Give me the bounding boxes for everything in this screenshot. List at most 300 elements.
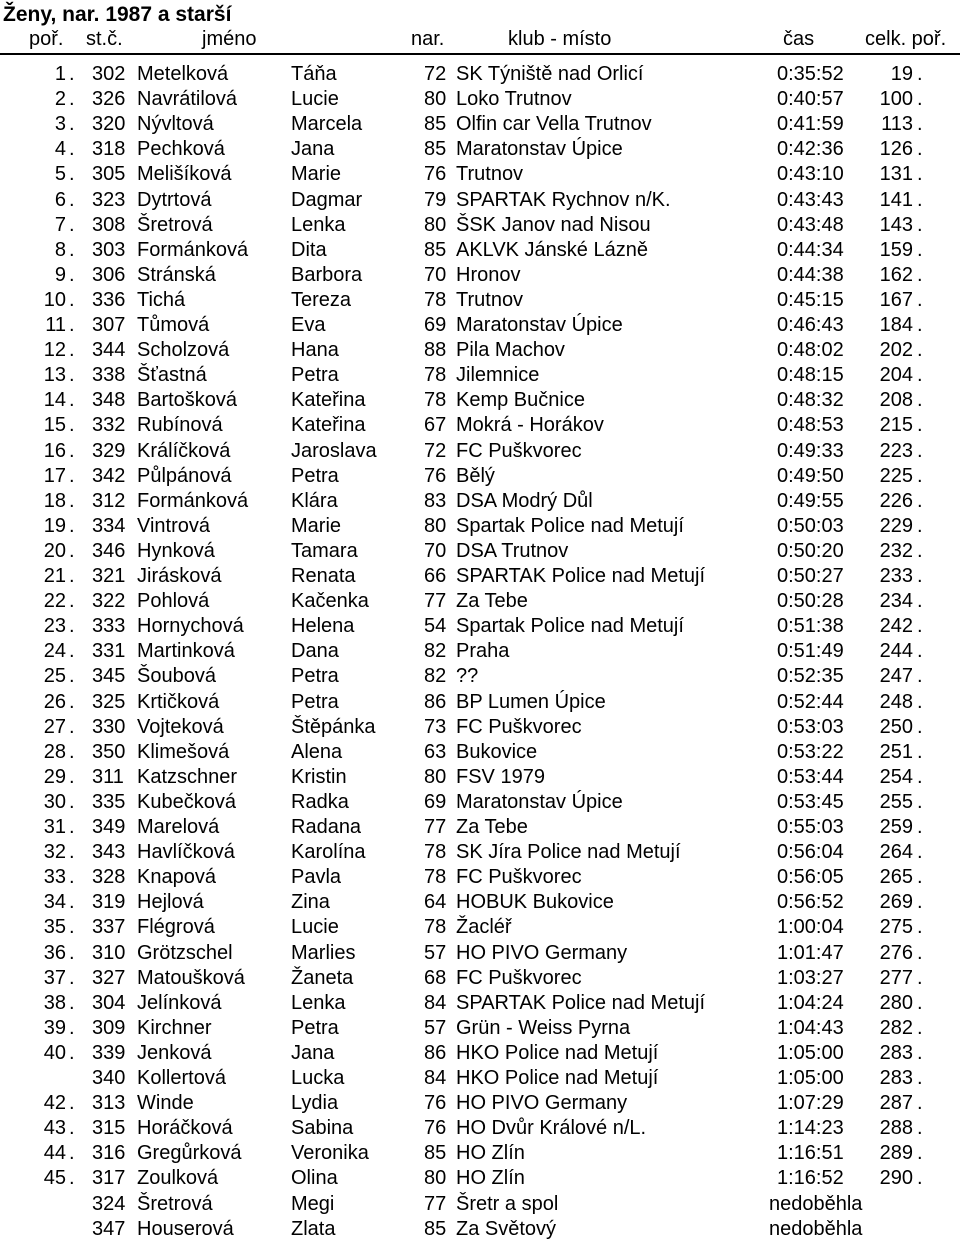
surname-cell: Vintrová <box>137 514 211 537</box>
club-cell: HKO Police nad Metují <box>456 1041 659 1064</box>
first-name-cell: Marcela <box>291 113 363 136</box>
overall-rank-dot: . <box>917 238 923 261</box>
club-cell: Jilemnice <box>456 364 540 387</box>
rank-cell: 14 <box>43 389 66 412</box>
time-cell: 0:53:44 <box>777 765 844 788</box>
start-number-cell: 348 <box>92 389 126 412</box>
rank-cell: 5 <box>54 163 66 186</box>
overall-rank-cell: 167 <box>879 288 913 311</box>
surname-cell: Gregůrková <box>137 1142 242 1165</box>
time-cell: 1:07:29 <box>777 1092 844 1115</box>
surname-cell: Dytrtová <box>137 188 212 211</box>
rank-dot: . <box>69 138 75 161</box>
club-cell: ?? <box>456 665 479 688</box>
start-number-cell: 308 <box>92 213 126 236</box>
birth-year-cell: 72 <box>424 63 447 85</box>
birth-year-cell: 84 <box>424 991 447 1014</box>
rank-dot: . <box>69 690 75 713</box>
table-row <box>0 137 960 162</box>
header-rank: poř. <box>29 28 64 50</box>
overall-rank-cell: 275 <box>879 916 913 939</box>
birth-year-cell: 80 <box>424 213 447 236</box>
surname-cell: Hornychová <box>137 615 244 638</box>
surname-cell: Kirchner <box>137 1016 212 1039</box>
rank-dot: . <box>69 213 75 236</box>
time-cell: 0:56:04 <box>777 841 844 864</box>
rank-cell: 31 <box>43 816 66 838</box>
birth-year-cell: 80 <box>424 765 447 788</box>
club-cell: Maratonstav Úpice <box>456 314 623 336</box>
rank-cell: 17 <box>43 464 66 487</box>
rank-dot: . <box>69 615 75 638</box>
start-number-cell: 305 <box>92 163 126 186</box>
first-name-cell: Lucie <box>291 916 339 939</box>
club-cell: HO PIVO Germany <box>456 1092 628 1115</box>
first-name-cell: Zina <box>291 891 330 914</box>
time-cell: 0:49:55 <box>777 489 844 512</box>
overall-rank-cell: 282 <box>879 1016 913 1039</box>
rank-dot: . <box>69 866 75 889</box>
rank-dot: . <box>69 188 75 211</box>
time-cell: 0:50:27 <box>777 565 844 587</box>
rank-dot: . <box>69 916 75 939</box>
overall-rank-dot: . <box>917 1142 923 1165</box>
overall-rank-cell: 126 <box>879 138 913 161</box>
overall-rank-dot: . <box>917 640 923 663</box>
overall-rank-dot: . <box>917 565 923 587</box>
first-name-cell: Tereza <box>291 288 352 311</box>
overall-rank-cell: 208 <box>879 389 913 412</box>
rank-cell: 13 <box>43 364 66 387</box>
first-name-cell: Marie <box>291 163 342 186</box>
table-row <box>0 388 960 413</box>
club-cell: AKLVK Jánské Lázně <box>456 238 648 261</box>
birth-year-cell: 78 <box>424 288 447 311</box>
surname-cell: Formánková <box>137 238 249 261</box>
overall-rank-dot: . <box>917 790 923 813</box>
club-cell: FC Puškvorec <box>456 439 582 462</box>
birth-year-cell: 77 <box>424 1192 447 1215</box>
time-cell: 1:03:27 <box>777 966 844 989</box>
overall-rank-dot: . <box>917 113 923 136</box>
table-row <box>0 363 960 388</box>
club-cell: SK Týniště nad Orlicí <box>456 63 644 85</box>
overall-rank-cell: 229 <box>879 514 913 537</box>
birth-year-cell: 57 <box>424 1016 447 1039</box>
table-row <box>0 1192 960 1217</box>
time-cell: 0:53:22 <box>777 740 844 763</box>
start-number-cell: 307 <box>92 314 126 336</box>
time-cell: 0:42:36 <box>777 138 844 161</box>
club-cell: Mokrá - Horákov <box>456 414 604 437</box>
surname-cell: Šoubová <box>137 665 216 688</box>
start-number-cell: 350 <box>92 740 126 763</box>
rank-cell: 15 <box>43 414 66 437</box>
birth-year-cell: 70 <box>424 539 447 562</box>
surname-cell: Vojteková <box>137 715 224 738</box>
table-row <box>0 1041 960 1066</box>
overall-rank-dot: . <box>917 916 923 939</box>
first-name-cell: Karolína <box>291 841 366 864</box>
time-cell: 0:51:38 <box>777 615 844 638</box>
birth-year-cell: 54 <box>424 615 447 638</box>
overall-rank-cell: 280 <box>879 991 913 1014</box>
overall-rank-cell: 233 <box>879 565 913 587</box>
overall-rank-dot: . <box>917 414 923 437</box>
birth-year-cell: 82 <box>424 665 447 688</box>
time-cell: 0:44:34 <box>777 238 844 261</box>
birth-year-cell: 80 <box>424 514 447 537</box>
birth-year-cell: 78 <box>424 866 447 889</box>
surname-cell: Hynková <box>137 539 215 562</box>
rank-dot: . <box>69 715 75 738</box>
status-note-cell: nedoběhla <box>769 1217 863 1240</box>
start-number-cell: 328 <box>92 866 126 889</box>
rank-dot: . <box>69 941 75 964</box>
header-name: jméno <box>202 28 257 50</box>
table-row <box>0 865 960 890</box>
overall-rank-dot: . <box>917 615 923 638</box>
surname-cell: Jelínková <box>137 991 222 1014</box>
time-cell: 0:53:03 <box>777 715 844 738</box>
start-number-cell: 337 <box>92 916 126 939</box>
overall-rank-dot: . <box>917 941 923 964</box>
header-time: čas <box>783 28 815 50</box>
time-cell: 1:04:24 <box>777 991 844 1014</box>
birth-year-cell: 85 <box>424 238 447 261</box>
table-row <box>0 238 960 263</box>
overall-rank-cell: 269 <box>879 891 913 914</box>
birth-year-cell: 78 <box>424 389 447 412</box>
overall-rank-cell: 223 <box>879 439 913 462</box>
surname-cell: Horáčková <box>137 1117 233 1140</box>
club-cell: SK Jíra Police nad Metují <box>456 841 681 864</box>
club-cell: Maratonstav Úpice <box>456 138 623 161</box>
surname-cell: Navrátilová <box>137 88 238 111</box>
rank-cell: 27 <box>43 715 66 738</box>
first-name-cell: Jaroslava <box>291 439 377 462</box>
overall-rank-dot: . <box>917 288 923 311</box>
overall-rank-dot: . <box>917 389 923 412</box>
first-name-cell: Tamara <box>291 539 358 562</box>
overall-rank-cell: 113 <box>881 113 913 136</box>
table-row <box>0 1016 960 1041</box>
surname-cell: Kubečková <box>137 790 236 813</box>
rank-dot: . <box>69 539 75 562</box>
rank-dot: . <box>69 414 75 437</box>
birth-year-cell: 79 <box>424 188 447 211</box>
overall-rank-dot: . <box>917 514 923 537</box>
table-row <box>0 539 960 564</box>
first-name-cell: Marie <box>291 514 342 537</box>
overall-rank-dot: . <box>917 138 923 161</box>
first-name-cell: Lenka <box>291 213 346 236</box>
table-row <box>0 664 960 689</box>
first-name-cell: Lucka <box>291 1067 345 1089</box>
rank-dot: . <box>69 966 75 989</box>
surname-cell: Katzschner <box>137 765 238 788</box>
time-cell: 1:16:52 <box>777 1167 844 1190</box>
first-name-cell: Petra <box>291 1016 339 1039</box>
surname-cell: Bartošková <box>137 389 238 412</box>
first-name-cell: Lydia <box>291 1092 339 1115</box>
time-cell: 0:50:03 <box>777 514 844 537</box>
rank-cell: 30 <box>43 790 66 813</box>
first-name-cell: Lenka <box>291 991 346 1014</box>
start-number-cell: 338 <box>92 364 126 387</box>
time-cell: 0:43:43 <box>777 188 844 211</box>
first-name-cell: Zlata <box>291 1217 336 1240</box>
table-row <box>0 112 960 137</box>
overall-rank-cell: 19 <box>890 63 913 85</box>
table-row <box>0 915 960 940</box>
first-name-cell: Radana <box>291 816 362 838</box>
first-name-cell: Megi <box>291 1192 335 1215</box>
overall-rank-dot: . <box>917 314 923 336</box>
start-number-cell: 316 <box>92 1142 126 1165</box>
overall-rank-cell: 131 <box>879 163 913 186</box>
birth-year-cell: 67 <box>424 414 447 437</box>
overall-rank-cell: 259 <box>879 816 913 838</box>
club-cell: Spartak Police nad Metují <box>456 615 684 638</box>
club-cell: SPARTAK Police nad Metují <box>456 991 706 1014</box>
rank-dot: . <box>69 891 75 914</box>
overall-rank-cell: 247 <box>879 665 913 688</box>
first-name-cell: Sabina <box>291 1117 354 1140</box>
surname-cell: Jirásková <box>137 565 222 587</box>
rank-dot: . <box>69 590 75 613</box>
start-number-cell: 345 <box>92 665 126 688</box>
time-cell: 0:52:44 <box>777 690 844 713</box>
surname-cell: Matoušková <box>137 966 245 989</box>
overall-rank-cell: 264 <box>879 841 913 864</box>
overall-rank-dot: . <box>917 1067 923 1089</box>
birth-year-cell: 76 <box>424 163 447 186</box>
rank-dot: . <box>69 314 75 336</box>
overall-rank-dot: . <box>917 539 923 562</box>
club-cell: HKO Police nad Metují <box>456 1067 659 1089</box>
club-cell: FSV 1979 <box>456 765 545 788</box>
table-row <box>0 62 960 87</box>
birth-year-cell: 70 <box>424 263 447 286</box>
club-cell: Loko Trutnov <box>456 88 572 111</box>
time-cell: 0:48:32 <box>777 389 844 412</box>
birth-year-cell: 86 <box>424 1041 447 1064</box>
table-row <box>0 263 960 288</box>
overall-rank-dot: . <box>917 590 923 613</box>
rank-dot: . <box>69 238 75 261</box>
start-number-cell: 318 <box>92 138 126 161</box>
start-number-cell: 324 <box>92 1192 126 1215</box>
birth-year-cell: 85 <box>424 1142 447 1165</box>
start-number-cell: 310 <box>92 941 126 964</box>
rank-cell: 44 <box>43 1142 66 1165</box>
start-number-cell: 317 <box>92 1167 126 1190</box>
overall-rank-cell: 288 <box>879 1117 913 1140</box>
overall-rank-dot: . <box>917 88 923 111</box>
rank-cell: 21 <box>43 565 66 587</box>
rank-dot: . <box>69 88 75 111</box>
surname-cell: Nývltová <box>137 113 214 136</box>
start-number-cell: 327 <box>92 966 126 989</box>
rank-dot: . <box>69 765 75 788</box>
table-row <box>0 740 960 765</box>
surname-cell: Houserová <box>137 1217 234 1240</box>
start-number-cell: 336 <box>92 288 126 311</box>
time-cell: 0:40:57 <box>777 88 844 111</box>
birth-year-cell: 69 <box>424 314 447 336</box>
overall-rank-cell: 159 <box>879 238 913 261</box>
club-cell: Praha <box>456 640 510 663</box>
table-row <box>0 338 960 363</box>
table-row <box>0 614 960 639</box>
birth-year-cell: 64 <box>424 891 447 914</box>
overall-rank-cell: 143 <box>879 213 913 236</box>
first-name-cell: Marlies <box>291 941 356 964</box>
overall-rank-cell: 251 <box>879 740 913 763</box>
club-cell: Za Tebe <box>456 816 528 838</box>
time-cell: 0:49:50 <box>777 464 844 487</box>
club-cell: Trutnov <box>456 288 524 311</box>
start-number-cell: 344 <box>92 339 126 362</box>
club-cell: HO Dvůr Králové n/L. <box>456 1117 647 1140</box>
start-number-cell: 304 <box>92 991 126 1014</box>
surname-cell: Tůmová <box>137 314 210 336</box>
rank-dot: . <box>69 1092 75 1115</box>
surname-cell: Tichá <box>137 288 186 311</box>
time-cell: 0:48:53 <box>777 414 844 437</box>
rank-dot: . <box>69 1041 75 1064</box>
first-name-cell: Kateřina <box>291 389 366 412</box>
birth-year-cell: 73 <box>424 715 447 738</box>
club-cell: Trutnov <box>456 163 524 186</box>
overall-rank-dot: . <box>917 213 923 236</box>
rank-cell: 37 <box>43 966 66 989</box>
club-cell: Hronov <box>456 263 521 286</box>
birth-year-cell: 76 <box>424 464 447 487</box>
table-row <box>0 1066 960 1091</box>
first-name-cell: Dita <box>291 238 327 261</box>
overall-rank-cell: 276 <box>879 941 913 964</box>
rank-dot: . <box>69 63 75 85</box>
overall-rank-cell: 289 <box>879 1142 913 1165</box>
rank-cell: 20 <box>43 539 66 562</box>
club-cell: SPARTAK Police nad Metují <box>456 565 706 587</box>
time-cell: 0:44:38 <box>777 263 844 286</box>
rank-cell: 42 <box>43 1092 66 1115</box>
first-name-cell: Žaneta <box>291 966 354 989</box>
time-cell: 1:01:47 <box>777 941 844 964</box>
header-birth-year: nar. <box>411 28 445 50</box>
overall-rank-cell: 248 <box>879 690 913 713</box>
table-row <box>0 1116 960 1141</box>
birth-year-cell: 78 <box>424 841 447 864</box>
first-name-cell: Barbora <box>291 263 363 286</box>
first-name-cell: Alena <box>291 740 343 763</box>
rank-dot: . <box>69 816 75 838</box>
surname-cell: Pohlová <box>137 590 210 613</box>
overall-rank-dot: . <box>917 464 923 487</box>
birth-year-cell: 83 <box>424 489 447 512</box>
header-divider <box>0 53 960 55</box>
first-name-cell: Helena <box>291 615 355 638</box>
start-number-cell: 302 <box>92 63 126 85</box>
status-note-cell: nedoběhla <box>769 1192 863 1215</box>
rank-dot: . <box>69 288 75 311</box>
table-row <box>0 1091 960 1116</box>
start-number-cell: 323 <box>92 188 126 211</box>
rank-dot: . <box>69 514 75 537</box>
overall-rank-cell: 184 <box>879 314 913 336</box>
time-cell: 0:43:10 <box>777 163 844 186</box>
time-cell: 1:05:00 <box>777 1041 844 1064</box>
surname-cell: Šretrová <box>137 1192 213 1215</box>
overall-rank-cell: 100 <box>879 88 913 111</box>
first-name-cell: Štěpánka <box>291 715 376 738</box>
birth-year-cell: 82 <box>424 640 447 663</box>
overall-rank-cell: 265 <box>879 866 913 889</box>
start-number-cell: 313 <box>92 1092 126 1115</box>
rank-cell: 43 <box>43 1117 66 1140</box>
rank-dot: . <box>69 991 75 1014</box>
table-row <box>0 188 960 213</box>
table-row <box>0 715 960 740</box>
time-cell: 0:48:02 <box>777 339 844 362</box>
start-number-cell: 326 <box>92 88 126 111</box>
club-cell: DSA Trutnov <box>456 539 569 562</box>
table-row <box>0 991 960 1016</box>
birth-year-cell: 80 <box>424 88 447 111</box>
surname-cell: Flégrová <box>137 916 215 939</box>
rank-cell: 22 <box>43 590 66 613</box>
club-cell: HO Zlín <box>456 1142 525 1165</box>
first-name-cell: Lucie <box>291 88 339 111</box>
overall-rank-dot: . <box>917 439 923 462</box>
table-row <box>0 1141 960 1166</box>
time-cell: 0:56:52 <box>777 891 844 914</box>
club-cell: FC Puškvorec <box>456 966 582 989</box>
first-name-cell: Dana <box>291 640 339 663</box>
birth-year-cell: 77 <box>424 590 447 613</box>
overall-rank-dot: . <box>917 991 923 1014</box>
first-name-cell: Renata <box>291 565 356 587</box>
club-cell: HOBUK Bukovice <box>456 891 614 914</box>
first-name-cell: Eva <box>291 314 326 336</box>
surname-cell: Martinková <box>137 640 235 663</box>
overall-rank-cell: 232 <box>879 539 913 562</box>
club-cell: Bělý <box>456 464 495 487</box>
overall-rank-cell: 226 <box>879 489 913 512</box>
table-row <box>0 690 960 715</box>
header-club: klub - místo <box>508 28 612 50</box>
rank-dot: . <box>69 790 75 813</box>
first-name-cell: Kateřina <box>291 414 366 437</box>
table-row <box>0 313 960 338</box>
time-cell: 0:50:28 <box>777 590 844 613</box>
overall-rank-cell: 204 <box>879 364 913 387</box>
birth-year-cell: 88 <box>424 339 447 362</box>
rank-dot: . <box>69 113 75 136</box>
time-cell: 0:56:05 <box>777 866 844 889</box>
rank-cell: 24 <box>43 640 66 663</box>
first-name-cell: Petra <box>291 665 339 688</box>
birth-year-cell: 63 <box>424 740 447 763</box>
rank-cell: 23 <box>43 615 66 638</box>
rank-dot: . <box>69 439 75 462</box>
rank-dot: . <box>69 565 75 587</box>
surname-cell: Melišíková <box>137 163 232 186</box>
overall-rank-dot: . <box>917 489 923 512</box>
